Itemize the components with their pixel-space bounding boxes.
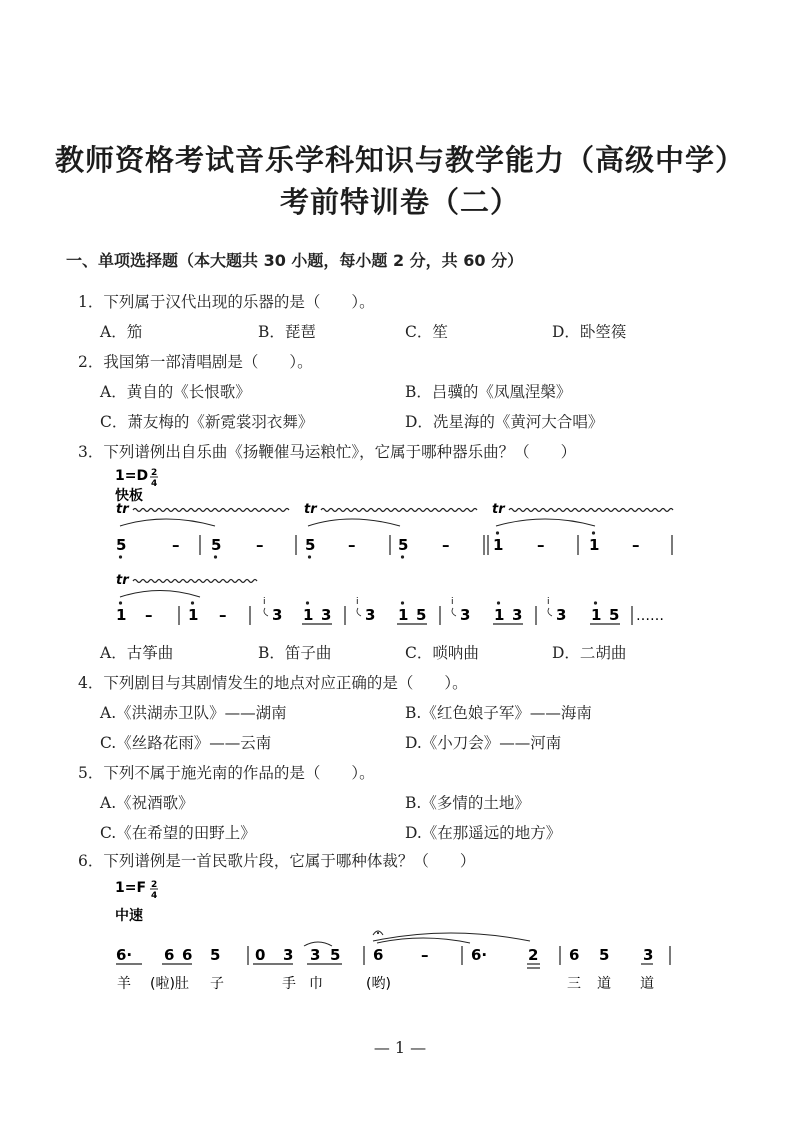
question-5-option-a[interactable]: A.《祝酒歌》 — [100, 794, 194, 812]
score-2-header — [115, 880, 158, 924]
note: 3 — [321, 606, 332, 624]
section-heading: 一、单项选择题（本大题共 30 小题，每小题 2 分，共 60 分） — [66, 251, 524, 270]
note: – — [219, 606, 227, 624]
question-4-option-a[interactable]: A.《洪湖赤卫队》——湖南 — [100, 704, 287, 722]
score-1-row-2 — [116, 597, 664, 625]
exam-subtitle: 考前特训卷（二） — [279, 185, 520, 219]
lyric: 三 — [567, 976, 581, 992]
question-2-stem: 2．我国第一部清唱剧是（ ）。 — [78, 353, 313, 371]
key-signature: 1=D — [115, 468, 149, 484]
note: 1 — [589, 536, 600, 554]
page-number: — 1 — — [373, 1038, 427, 1057]
trill-symbol: tr — [304, 502, 317, 517]
note: 1 — [494, 606, 505, 624]
question-1-option-a[interactable]: A．笳 — [100, 323, 143, 341]
note: 1 — [188, 606, 199, 624]
question-5-option-c[interactable]: C.《在希望的田野上》 — [100, 824, 256, 842]
question-4-option-c[interactable]: C.《丝路花雨》——云南 — [100, 734, 272, 752]
question-6-stem: 6．下列谱例是一首民歌片段，它属于哪种体裁？（ ） — [78, 852, 476, 870]
note: 1 — [493, 536, 504, 554]
trill-marks-row-1 — [116, 502, 673, 526]
question-1-stem: 1．下列属于汉代出现的乐器的是（ ）。 — [78, 293, 375, 311]
lyric: 手 — [282, 976, 296, 992]
lyric: 道 — [640, 976, 654, 992]
note: 3 — [365, 606, 376, 624]
note: 3 — [512, 606, 523, 624]
exam-title: 教师资格考试音乐学科知识与教学能力（高级中学） — [54, 143, 745, 177]
note: 3 — [283, 946, 294, 964]
lyric: (啦)肚 — [150, 976, 189, 992]
note: – — [632, 536, 640, 554]
key-signature: 1=F — [115, 880, 147, 896]
question-3-option-c[interactable]: C．唢呐曲 — [405, 644, 479, 662]
note: 3 — [272, 606, 283, 624]
score-2-lyrics — [117, 975, 654, 992]
time-signature-bottom: 4 — [151, 479, 158, 489]
note: 3 — [556, 606, 567, 624]
note: 6 — [164, 946, 175, 964]
note: 6 — [569, 946, 580, 964]
question-4-option-b[interactable]: B.《红色娘子军》——海南 — [405, 704, 592, 722]
note: 0 — [255, 946, 266, 964]
tempo-marking: 中速 — [115, 908, 143, 924]
note: – — [421, 946, 429, 964]
note: 5 — [210, 946, 221, 964]
grace-note: i — [547, 597, 550, 607]
trill-symbol: tr — [116, 502, 129, 517]
lyric: 巾 — [309, 976, 323, 992]
question-2-option-b[interactable]: B．吕骥的《凤凰涅槃》 — [405, 383, 572, 401]
note: 6· — [471, 946, 488, 964]
note: 5 — [116, 536, 127, 554]
note: 1 — [116, 606, 127, 624]
question-2-option-c[interactable]: C．萧友梅的《新霓裳羽衣舞》 — [100, 413, 314, 431]
question-4-stem: 4．下列剧目与其剧情发生的地点对应正确的是（ ）。 — [78, 674, 468, 692]
trill-symbol: tr — [492, 502, 505, 517]
score-excerpt-1 — [0, 460, 800, 635]
note: 1 — [591, 606, 602, 624]
question-3-option-a[interactable]: A．古筝曲 — [100, 644, 174, 662]
note: 3 — [460, 606, 471, 624]
question-5-option-d[interactable]: D.《在那遥远的地方》 — [405, 824, 562, 842]
question-2-option-d[interactable]: D．冼星海的《黄河大合唱》 — [405, 413, 604, 431]
question-5-stem: 5．下列不属于施光南的作品的是（ ）。 — [78, 764, 375, 782]
note: – — [172, 536, 180, 554]
note: 3 — [643, 946, 654, 964]
continuation-ellipsis: …… — [636, 608, 664, 624]
question-3-option-d[interactable]: D．二胡曲 — [552, 644, 627, 662]
note: 6· — [116, 946, 133, 964]
note: 2 — [528, 946, 539, 964]
grace-note: i — [356, 597, 359, 607]
note: 5 — [330, 946, 341, 964]
note: 3 — [310, 946, 321, 964]
note: – — [442, 536, 450, 554]
time-signature-top: 2 — [151, 880, 158, 890]
tempo-marking: 快板 — [115, 488, 143, 504]
note: – — [145, 606, 153, 624]
lyric: 羊 — [117, 976, 131, 992]
question-3-stem: 3．下列谱例出自乐曲《扬鞭催马运粮忙》，它属于哪种器乐曲？（ ） — [78, 443, 577, 461]
note: 5 — [305, 536, 316, 554]
lyric: (哟) — [366, 976, 391, 992]
grace-note: i — [263, 597, 266, 607]
note: 5 — [398, 536, 409, 554]
lyric: 子 — [210, 976, 224, 992]
trill-symbol: tr — [116, 573, 129, 588]
question-5-option-b[interactable]: B.《多情的土地》 — [405, 794, 530, 812]
note: 1 — [398, 606, 409, 624]
note: 1 — [303, 606, 314, 624]
question-4-option-d[interactable]: D.《小刀会》——河南 — [405, 734, 562, 752]
score-excerpt-2 — [0, 870, 800, 1000]
question-3-option-b[interactable]: B．笛子曲 — [258, 644, 332, 662]
score-2-notes — [116, 946, 670, 968]
trill-marks-row-2 — [116, 573, 257, 597]
note: 5 — [211, 536, 222, 554]
note: – — [537, 536, 545, 554]
lyric: 道 — [597, 976, 611, 992]
time-signature-bottom: 4 — [151, 891, 158, 901]
grace-note: i — [451, 597, 454, 607]
score-1-row-1 — [116, 531, 672, 558]
question-1-option-d[interactable]: D．卧箜篌 — [552, 323, 627, 341]
score-1-header — [115, 468, 158, 504]
note: 5 — [599, 946, 610, 964]
note: 6 — [373, 946, 384, 964]
note: – — [256, 536, 264, 554]
note: 5 — [609, 606, 620, 624]
question-1-option-c[interactable]: C．笙 — [405, 323, 448, 341]
note: – — [348, 536, 356, 554]
note: 5 — [416, 606, 427, 624]
time-signature-top: 2 — [151, 468, 158, 478]
question-2-option-a[interactable]: A．黄自的《长恨歌》 — [100, 383, 251, 401]
note: 6 — [182, 946, 193, 964]
question-1-option-b[interactable]: B．琵琶 — [258, 323, 316, 341]
